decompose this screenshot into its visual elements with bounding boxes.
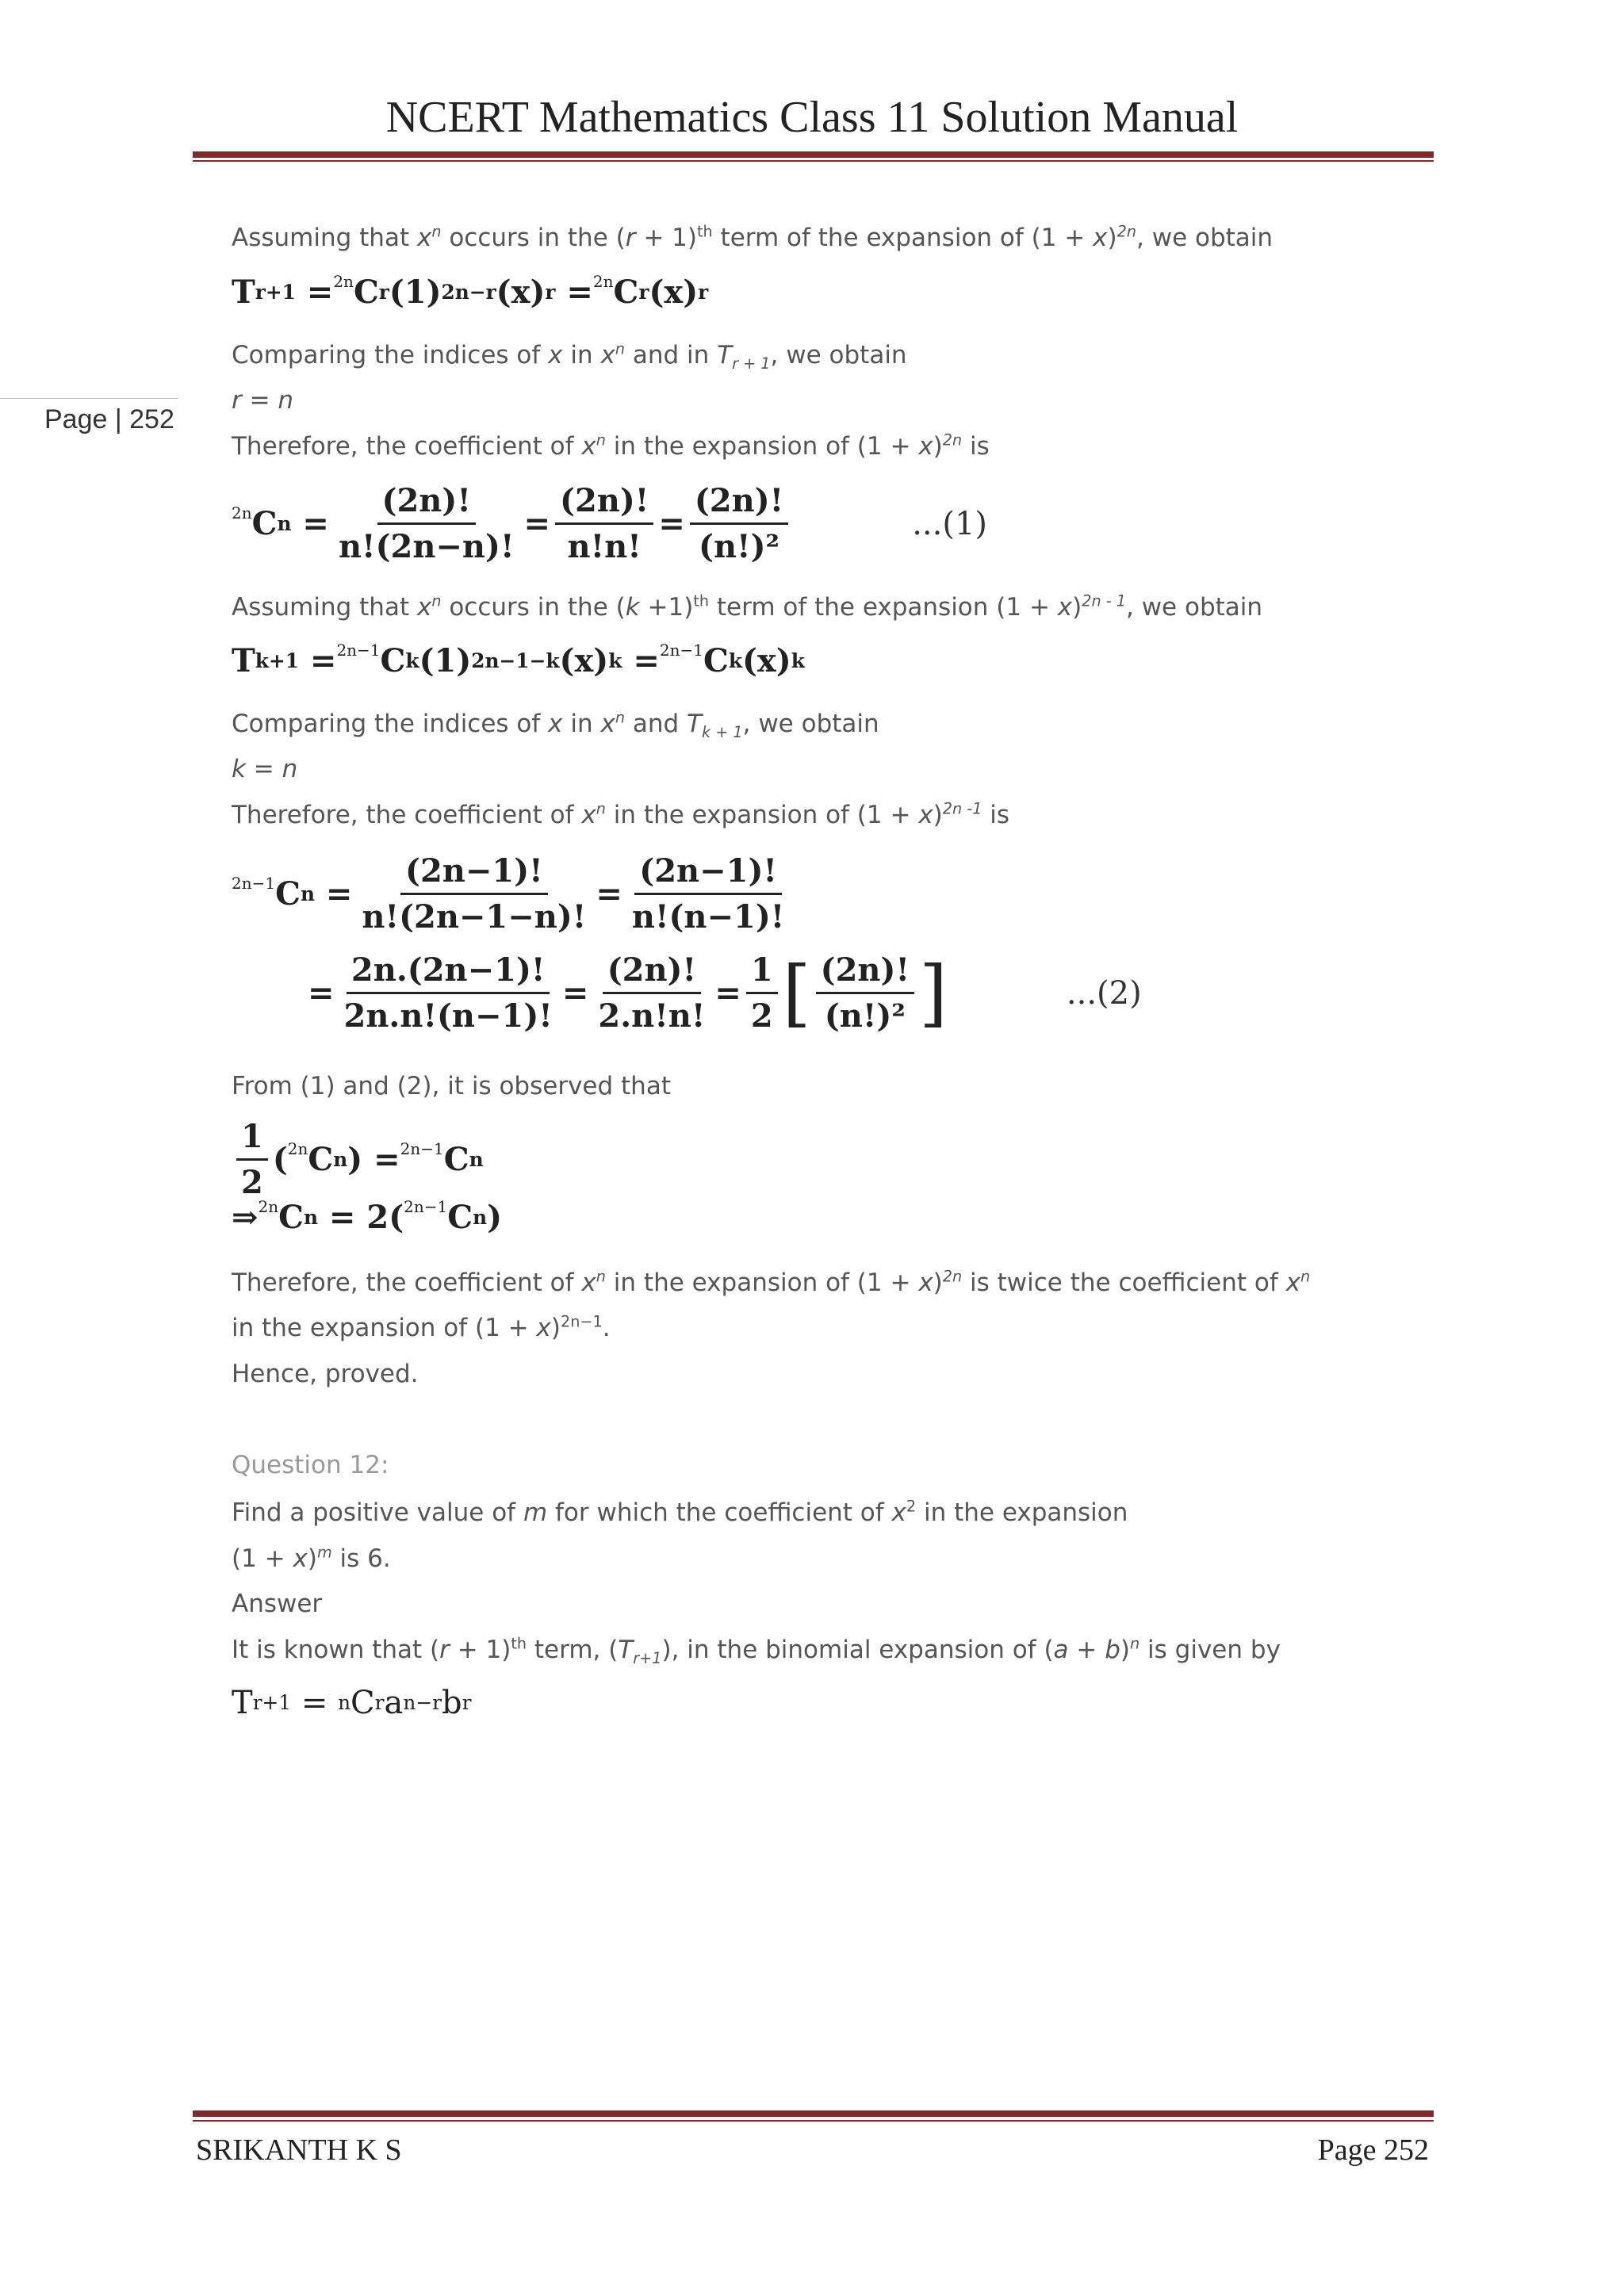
text-line: r = n: [232, 386, 294, 415]
text-line: Comparing the indices of x in $x^n$ and in $T_{r + 1}$, we obtain: [232, 339, 907, 373]
question-heading: Question 12:: [232, 1451, 389, 1479]
text-line: Therefore, the coefficient of $x^n$ in the expansion of $(1 + x)^{2n}$ is: [232, 430, 990, 461]
text-line: Find a positive value of m for which the coefficient of $x^2$ in the expansion: [232, 1497, 1128, 1527]
header-rule: [193, 151, 1434, 158]
header-rule-thin: [193, 160, 1434, 162]
equation-2: = $\frac{2n.(2n-1)!}{2n.n!(n-1)!}$ = $\frac{(2n)!}{2.n!n!}$ = $\frac{1}{2}$ [ $\frac{(2n)!}{\text{(n!)²}}$ ] ...(2): [308, 950, 1142, 1035]
side-divider: [0, 398, 178, 399]
equation-tag-2: ...(2): [1066, 974, 1142, 1012]
footer-rule-thin: [193, 2120, 1434, 2122]
equation-general-term: T r+1 = n C r a n−r b r: [232, 1685, 472, 1721]
text-line: in the expansion of $(1 + x)^{2n-1}$.: [232, 1312, 611, 1342]
equation-t-k-plus-1: T k+1 = 2n−1 C k (1) 2n−1−k (x) k = 2n−1 C k (x) k: [232, 640, 805, 679]
equation-1: 2n C n = $\frac{(2n)!}{n!(2n-n)!}$ = $\frac{(2n)!}{n!n!}$ = $\frac{(2n)!}{\text{(n!)²}}$ ...(1): [232, 482, 987, 565]
text-line: It is known that $(r + 1)^{th}$ term, $(T_{r+1})$, in the binomial expansion of $(a + b)^n$ is given by: [232, 1634, 1281, 1668]
equation-half: $\frac{1}{2}$ ( 2n C n ) = 2n−1 C n: [232, 1118, 484, 1201]
text-line: Comparing the indices of x in $x^n$ and $T_{k + 1}$, we obtain: [232, 708, 879, 742]
equation-t-r-plus-1: T r+1 = 2n C r (1) 2n−r (x) r = 2n C r (x) r: [232, 271, 709, 311]
text-line: Therefore, the coefficient of $x^n$ in the expansion of $(1 + x)^{2n -1}$ is: [232, 799, 1010, 829]
equation-2n-1-c-n: 2n−1 C n = $\frac{(2n-1)!}{n!(2n-1-n)!}$ = $\frac{(2n-1)!}{n!(n-1)!}$: [232, 852, 785, 936]
footer-author: SRIKANTH K S: [196, 2133, 402, 2167]
answer-label: Answer: [232, 1590, 323, 1618]
text-line: Therefore, the coefficient of $x^n$ in the expansion of $(1 + x)^{2n}$ is twice the coefficient of $x^n$: [232, 1267, 1311, 1297]
text-line: Hence, proved.: [232, 1360, 419, 1388]
text-line: Assuming that $x^n$ occurs in the $(k +1)^{th}$ term of the expansion $(1 + x)^{2n - 1}$, we obtain: [232, 591, 1263, 622]
equation-implies: ⇒ 2n C n = 2 ( 2n−1 C n ): [232, 1196, 503, 1236]
footer-page-number: Page 252: [1317, 2133, 1429, 2167]
text-line: Assuming that $x^n$ occurs in the $(r + 1)^{th}$ term of the expansion of $(1 + x)^{2n}$, we obtain: [232, 222, 1274, 252]
page-header-title: NCERT Mathematics Class 11 Solution Manual: [385, 93, 1239, 142]
equation-tag-1: ...(1): [912, 505, 987, 542]
text-line: k = n: [232, 755, 298, 783]
side-page-label: Page | 252: [44, 404, 174, 434]
text-line: From (1) and (2), it is observed that: [232, 1072, 671, 1100]
text-line: $(1 + x)^m$ is 6.: [232, 1543, 391, 1573]
footer-rule: [193, 2110, 1434, 2117]
